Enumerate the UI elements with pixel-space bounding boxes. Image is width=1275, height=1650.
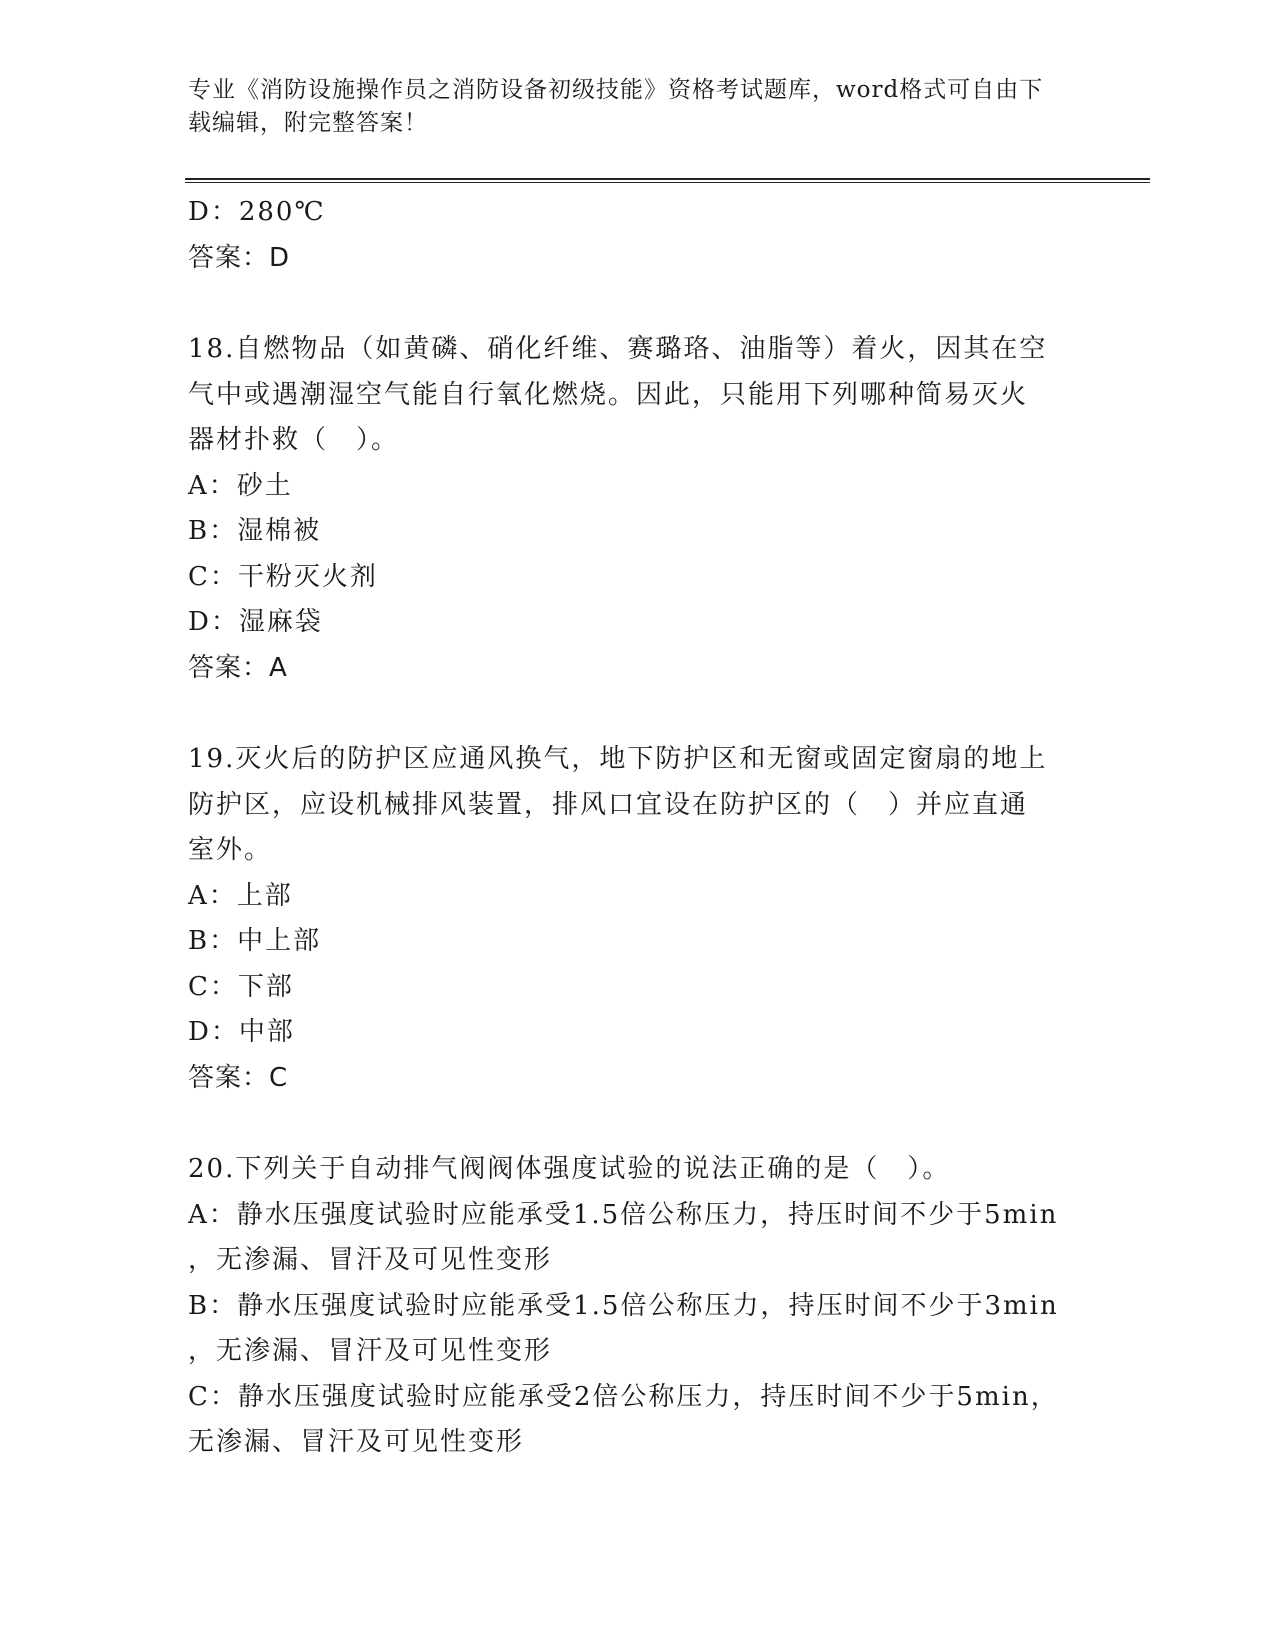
question-stem-line: 器材扑救（ ）。	[188, 425, 400, 455]
previous-question-tail	[188, 190, 1088, 281]
option-d: D：中部	[188, 1017, 295, 1047]
header-line-1: 专业《消防设施操作员之消防设备初级技能》资格考试题库，word格式可自由下	[188, 77, 1044, 103]
option-b: B：静水压强度试验时应能承受1.5倍公称压力，持压时间不少于3min	[188, 1290, 1059, 1321]
spacer	[188, 691, 1088, 737]
question-stem-line: 气中或遇潮湿空气能自行氧化燃烧。因此，只能用下列哪种简易灭火	[188, 379, 1029, 410]
question-stem-line: 防护区，应设机械排风装置，排风口宜设在防护区的（ ）并应直通	[188, 789, 1029, 820]
answer: 答案：D	[188, 242, 291, 273]
option-b: B：中上部	[188, 926, 322, 956]
question-stem-line: 18.自燃物品（如黄磷、硝化纤维、赛璐珞、油脂等）着火，因其在空	[188, 334, 1048, 364]
option-b-continued: ，无渗漏、冒汗及可见性变形	[188, 1336, 553, 1366]
option-a-continued: ，无渗漏、冒汗及可见性变形	[188, 1245, 553, 1275]
option-b: B：湿棉被	[188, 516, 322, 546]
question-18	[188, 327, 1088, 691]
option-c-continued: 无渗漏、冒汗及可见性变形	[188, 1427, 525, 1457]
page-header	[188, 74, 1068, 140]
header-line-2: 载编辑，附完整答案！	[188, 110, 428, 136]
question-stem-line: 20.下列关于自动排气阀阀体强度试验的说法正确的是（ ）。	[188, 1154, 951, 1184]
option-c: C：静水压强度试验时应能承受2倍公称压力，持压时间不少于5min，	[188, 1381, 1059, 1412]
question-stem-line: 19.灭火后的防护区应通风换气，地下防护区和无窗或固定窗扇的地上	[188, 744, 1048, 774]
question-20	[188, 1147, 1088, 1466]
option-d: D：280℃	[188, 197, 326, 227]
option-c: C：干粉灭火剂	[188, 561, 378, 592]
answer: 答案：A	[188, 652, 288, 683]
question-stem-line: 室外。	[188, 835, 273, 865]
option-c: C：下部	[188, 971, 294, 1002]
header-divider	[185, 178, 1150, 183]
option-a: A：砂土	[188, 470, 293, 501]
option-d: D：湿麻袋	[188, 607, 323, 637]
option-a: A：静水压强度试验时应能承受1.5倍公称压力，持压时间不少于5min	[188, 1199, 1059, 1230]
question-19	[188, 737, 1088, 1101]
document-body	[188, 190, 1088, 1466]
option-a: A：上部	[188, 880, 293, 911]
spacer	[188, 281, 1088, 327]
spacer	[188, 1101, 1088, 1147]
answer: 答案：C	[188, 1062, 289, 1093]
